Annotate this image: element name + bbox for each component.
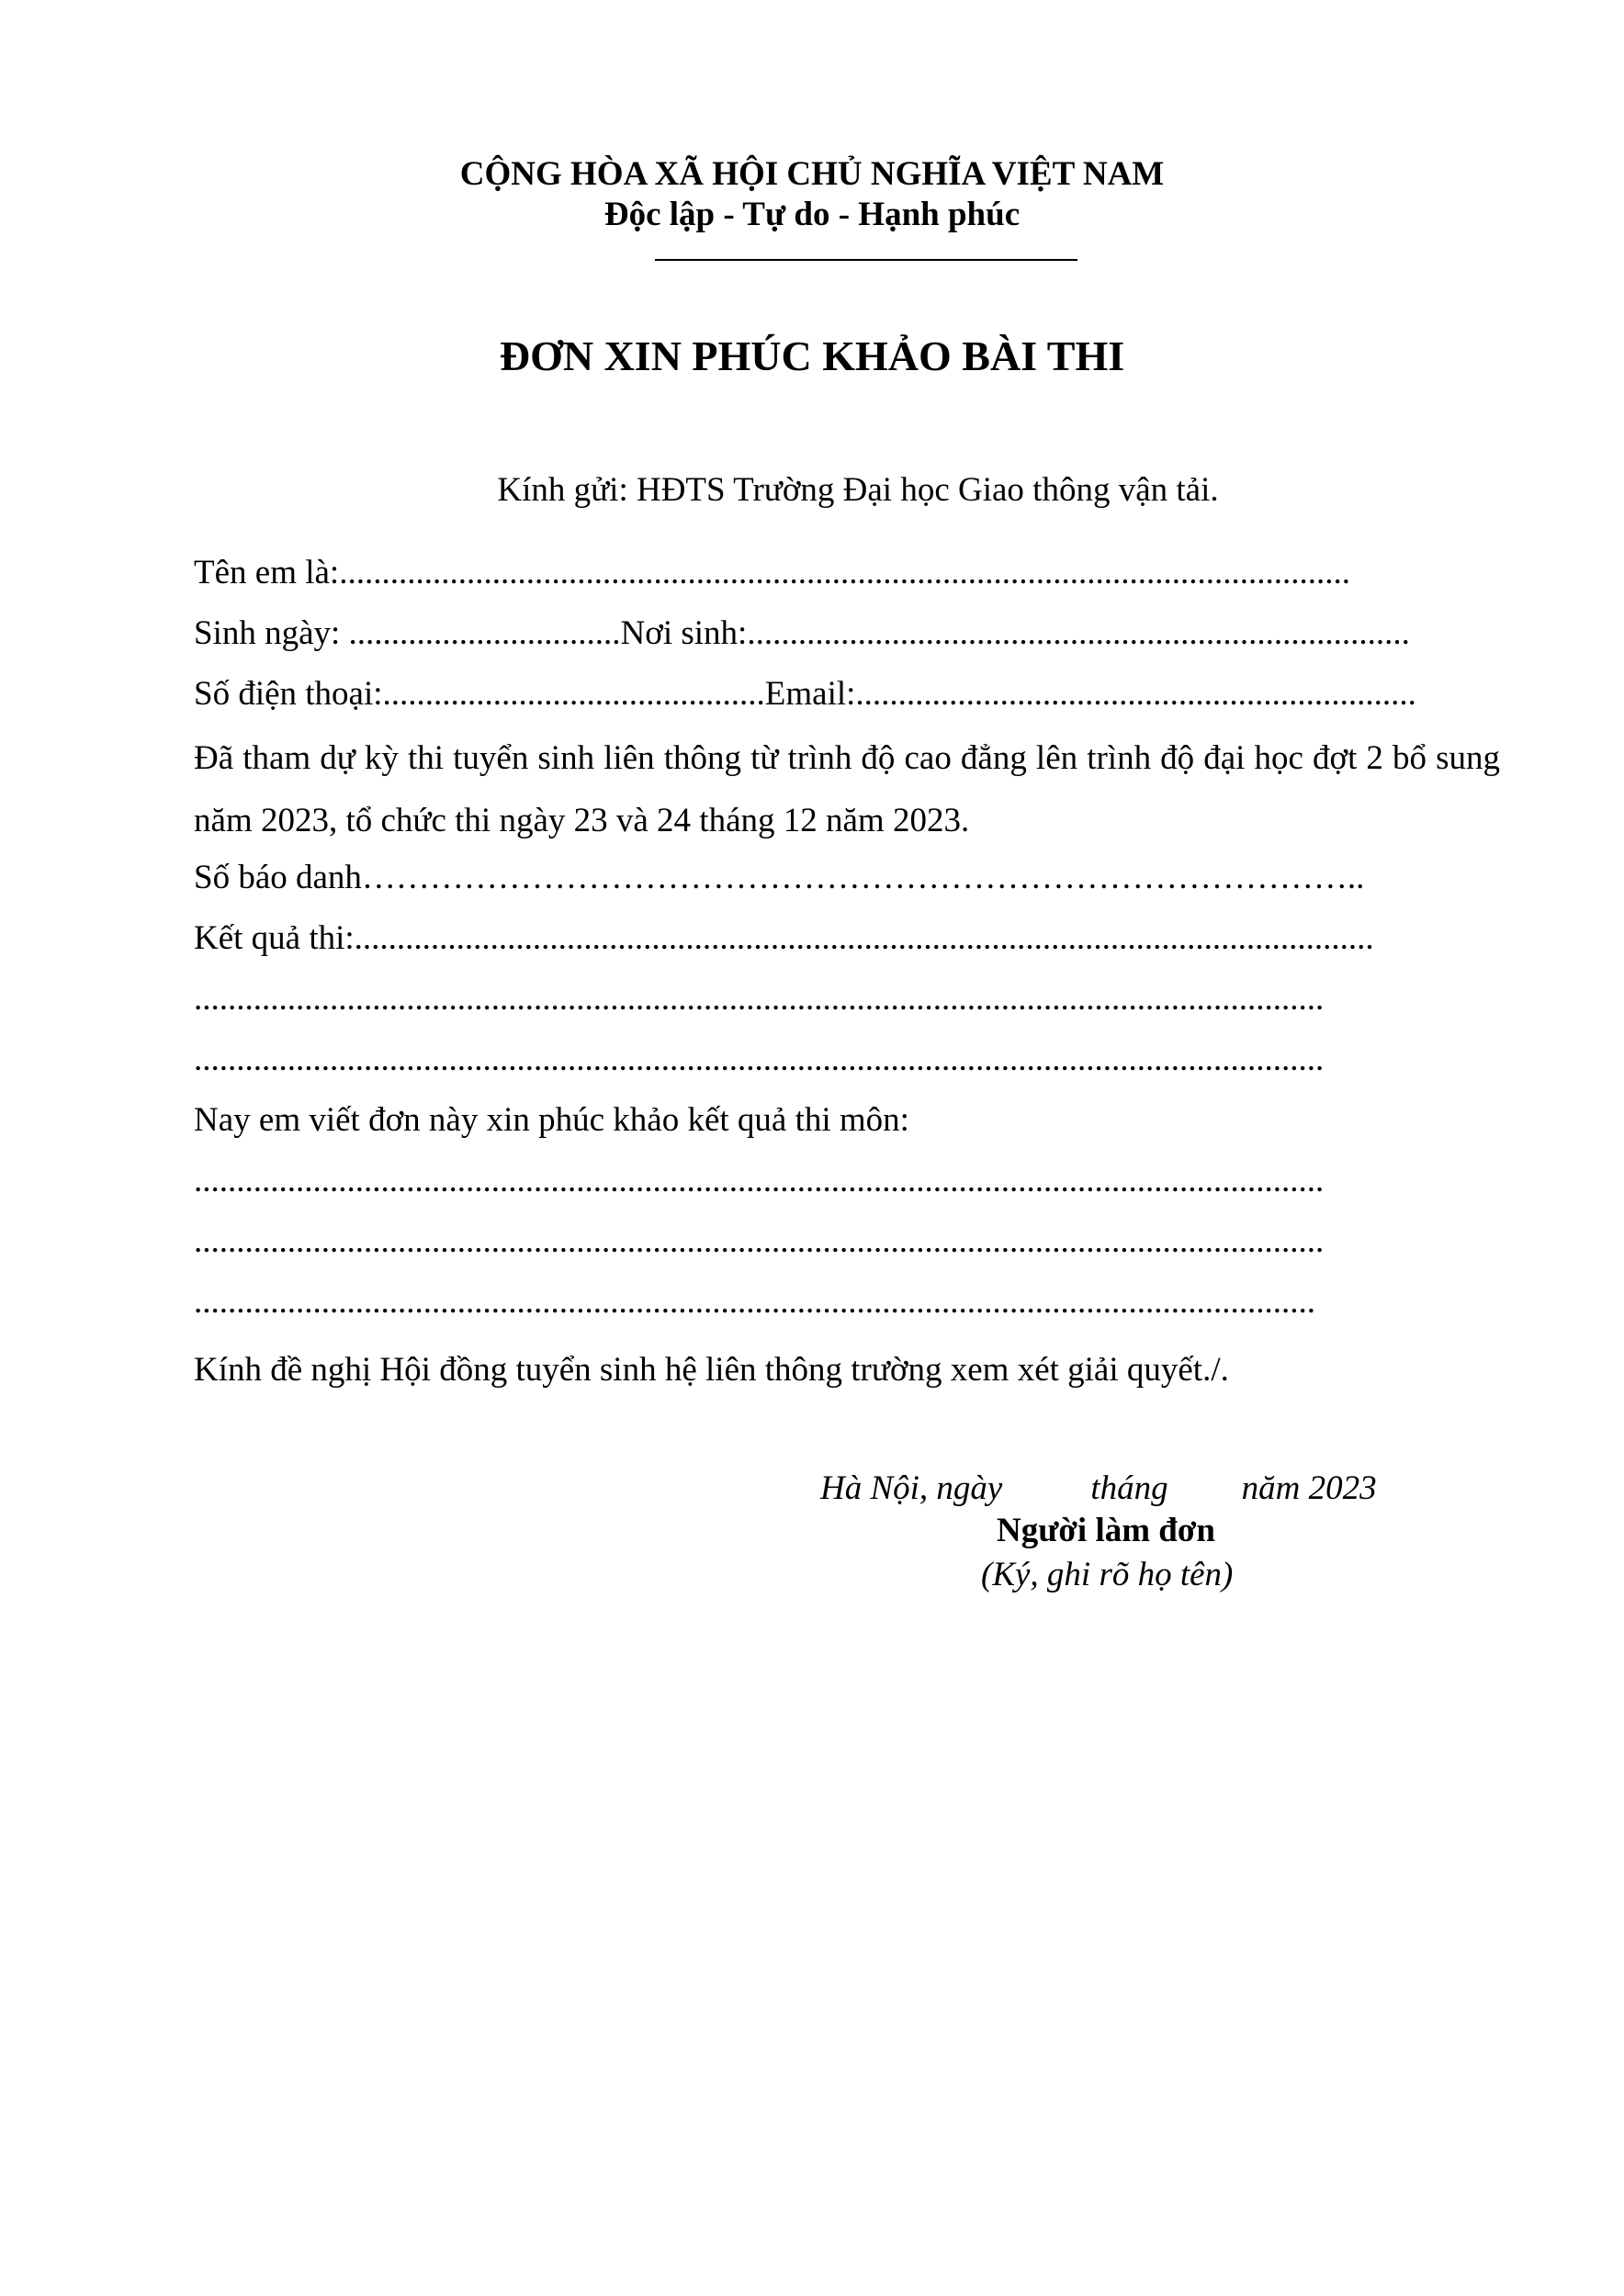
signer-role: Người làm đơn bbox=[997, 1512, 1215, 1549]
national-header: CỘNG HÒA XÃ HỘI CHỦ NGHĨA VIỆT NAM bbox=[459, 155, 1165, 193]
candidate-number-field-line: Số báo danh…………………………………………………………………………….. bbox=[194, 859, 1365, 896]
closing-statement: Kính đề nghị Hội đồng tuyển sinh hệ liên thông trường xem xét giải quyết./. bbox=[194, 1351, 1229, 1389]
name-field-line: Tên em là:....................................................................................................................... bbox=[194, 554, 1350, 591]
addressee-line: Kính gửi: HĐTS Trường Đại học Giao thông vận tải. bbox=[497, 471, 1219, 509]
document-title: ĐƠN XIN PHÚC KHẢO BÀI THI bbox=[499, 332, 1125, 379]
subject-field-line-2: ..................................................................................................................................... bbox=[194, 1222, 1325, 1260]
dob-birthplace-field-line: Sinh ngày: ................................Nơi sinh:.............................................................................. bbox=[194, 614, 1410, 652]
exam-result-extra-line-1: ..................................................................................................................................... bbox=[194, 980, 1325, 1018]
month-label: tháng bbox=[1090, 1469, 1168, 1507]
request-statement: Nay em viết đơn này xin phúc khảo kết quả thi môn: bbox=[194, 1101, 909, 1139]
national-motto: Độc lập - Tự do - Hạnh phúc bbox=[603, 196, 1021, 233]
subject-field-line-1: ..................................................................................................................................... bbox=[194, 1162, 1325, 1199]
phone-email-field-line: Số điện thoại:.............................................Email:.................................................................. bbox=[194, 675, 1416, 713]
exam-participation-paragraph: Đã tham dự kỳ thi tuyển sinh liên thông từ trình độ cao đẳng lên trình độ đại học đợt 2 bổ sung năm 2023, tổ chức thi ngày 23 và 24 tháng 12 năm 2023. bbox=[194, 739, 1500, 839]
exam-result-field-line: Kết quả thi:........................................................................................................................ bbox=[194, 919, 1374, 957]
subject-field-line-3: .................................................................................................................................... bbox=[194, 1283, 1315, 1321]
signature-instruction: (Ký, ghi rõ họ tên) bbox=[981, 1556, 1234, 1593]
place-day-label: Hà Nội, ngày bbox=[820, 1469, 1003, 1507]
exam-result-extra-line-2: ..................................................................................................................................... bbox=[194, 1041, 1325, 1078]
year-label: năm 2023 bbox=[1241, 1469, 1377, 1507]
header-underline bbox=[655, 259, 1077, 261]
signature-place-date bbox=[820, 1468, 1377, 1510]
